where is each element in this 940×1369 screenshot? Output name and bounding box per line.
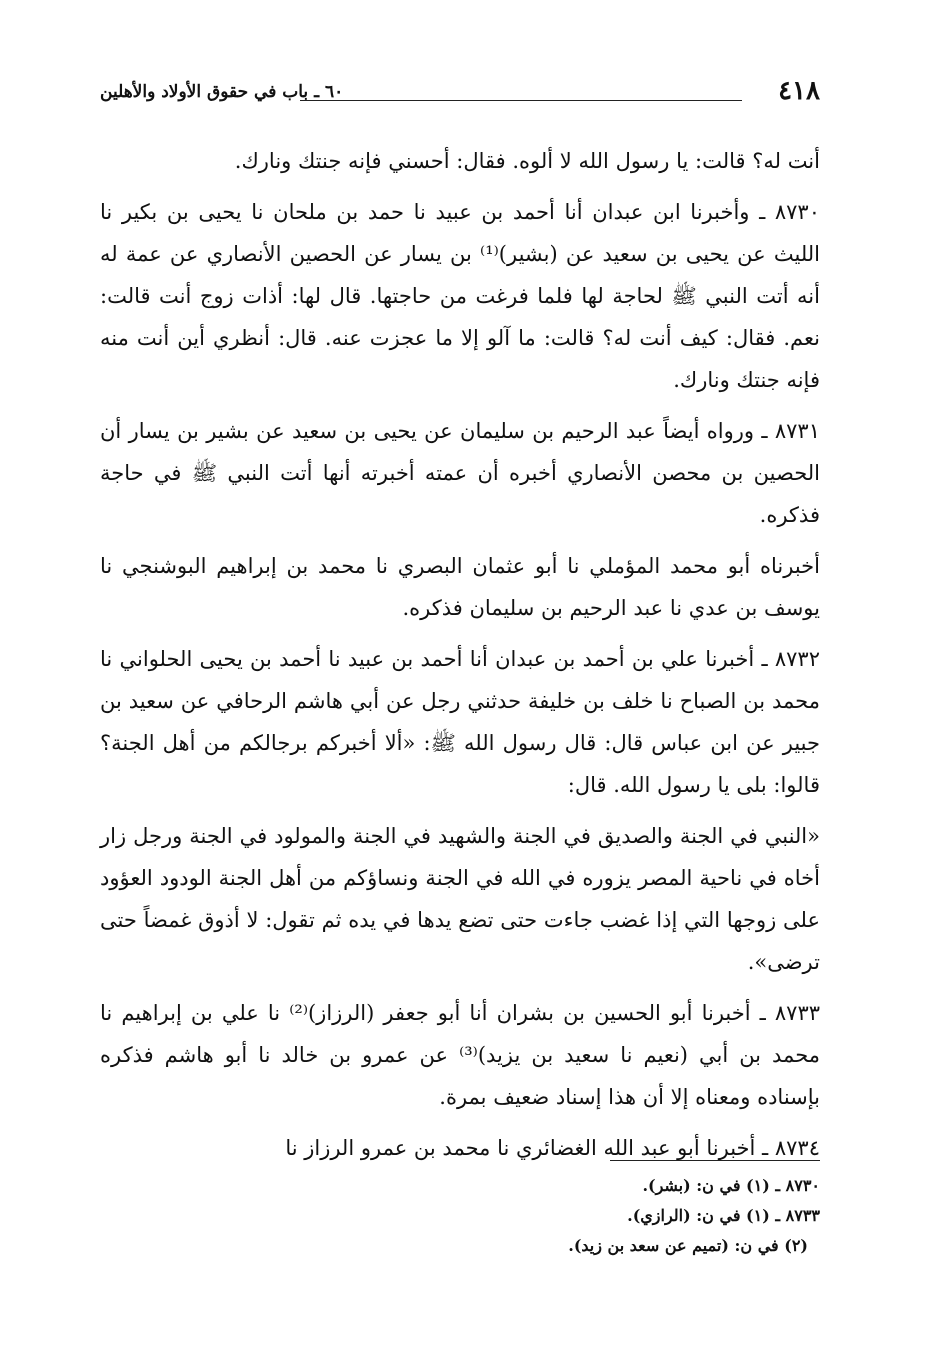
footnote-rule [610, 1160, 820, 1161]
page [100, 70, 820, 1178]
footnotes [100, 1160, 820, 1261]
footnote: ٨٧٣٣ ـ (١) في ن: (الرازي). [627, 1206, 820, 1225]
footnote-list [100, 1171, 820, 1261]
page-number: ٤١٨ [778, 76, 820, 106]
body-text [100, 140, 820, 1169]
paragraph: «النبي في الجنة والصديق في الجنة والشهيد في الجنة والمولود في الجنة ورجل زار أخاه في ناحية المصر يزوره في الله في الجنة ونساؤكم من أهل الجنة الودود العؤود على زوجها التي إذا غضب جاءت حتى تضع يدها في يده ثم تقول: لا أذوق غمضاً حتى ترضى». [100, 824, 820, 974]
paragraph: أخبرناه أبو محمد المؤملي نا أبو عثمان البصري نا محمد بن إبراهيم البوشنجي نا يوسف بن عدي نا عبد الرحيم بن سليمان فذكره. [100, 554, 820, 620]
paragraph: ٨٧٣٣ ـ أخبرنا أبو الحسين بن بشران أنا أبو جعفر (الرزاز)⁽²⁾ نا علي بن إبراهيم نا محمد بن أبي (نعيم نا سعيد بن يزيد)⁽³⁾ عن عمرو بن خالد نا أبو هاشم فذكره بإسناده ومعناه إلا أن هذا إسناد ضعيف بمرة. [100, 1001, 821, 1109]
paragraph: ٨٧٣٤ ـ أخبرنا أبو عبد الله الغضائري نا محمد بن عمرو الرزاز نا [285, 1136, 820, 1160]
running-header [100, 70, 820, 114]
chapter-title: ٦٠ ـ باب في حقوق الأولاد والأهلين [100, 82, 344, 102]
paragraph: ٨٧٣٢ ـ أخبرنا علي بن أحمد بن عبدان أنا أحمد بن عبيد نا أحمد بن يحيى الحلواني نا محمد بن الصباح نا خلف بن خليفة حدثني رجل عن أبي هاشم الرحافي عن سعيد بن جبير عن ابن عباس قال: قال رسول الله ﷺ: «ألا أخبركم برجالكم من أهل الجنة؟ قالوا: بلى يا رسول الله. قال: [100, 647, 820, 797]
paragraph: ٨٧٣١ ـ ورواه أيضاً عبد الرحيم بن سليمان عن يحيى بن سعيد عن بشير بن يسار أن الحصين بن محصن الأنصاري أخبره أن عمته أخبرته أنها أتت النبي ﷺ في حاجة فذكره. [100, 419, 820, 527]
paragraph: ٨٧٣٠ ـ وأخبرنا ابن عبدان أنا أحمد بن عبيد نا حمد بن ملحان نا يحيى بن بكير نا الليث عن يحيى بن سعيد عن (بشير)⁽¹⁾ بن يسار عن الحصين الأنصاري عن عمة له أنه أتت النبي ﷺ لحاجة لها فلما فرغت من حاجتها. قال لها: أذات زوج أنت قالت: نعم. فقال: كيف أنت له؟ قالت: ما آلو إلا ما عجزت عنه. قال: أنظري أين أنت منه فإنه جنتك ونارك. [100, 200, 821, 392]
header-rule [300, 100, 742, 101]
footnote: ٨٧٣٠ ـ (١) في ن: (بشر). [642, 1176, 820, 1195]
footnote: (٢) في ن: (تميم عن سعد بن زيد). [568, 1236, 808, 1255]
paragraph: أنت له؟ قالت: يا رسول الله لا ألوه. فقال: أحسني فإنه جنتك ونارك. [234, 149, 820, 173]
